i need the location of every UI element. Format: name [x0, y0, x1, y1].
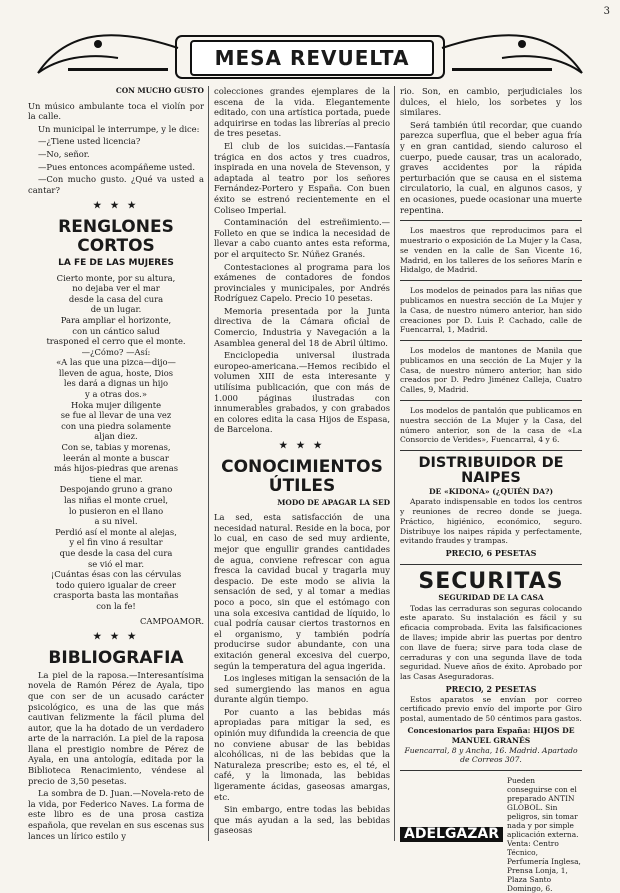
- divider: [400, 280, 582, 281]
- anecdote-opening: Un músico ambulante toca el violín por la calle.: [28, 100, 204, 122]
- column-2: [214, 86, 390, 838]
- biblio-entry: Contestaciones al programa para los exámenes de contadores de fondos provinciales y municipales, por Andrés Rodríguez Capelo. Precio 10 pesetas.: [214, 261, 390, 304]
- poem-line: con la fe!: [96, 600, 136, 611]
- poem-line: —¿Cómo? —Así:: [81, 346, 151, 357]
- poem-line: Hoka mujer diligente: [70, 399, 162, 410]
- biblio-entry: Contaminación del estreñimiento.—Folleto en que se indica la necesidad de llevar a cabo cuanto antes esta reforma, por el arquitecto Sr. Núñez Granés.: [214, 217, 390, 259]
- subheading-sed: MODO DE APAGAR LA SED: [277, 497, 390, 507]
- divider: [400, 220, 582, 221]
- article-paragraph: La sed, esta satisfacción de una necesidad natural. Reside en la boca, por lo cual, en caso de sed muy ardiente, mejor que engullir grandes cantidades de agua, conviene refrescar con agua fresca la cavidad bucal y tragarla muy despacio. De este modo se alivia la sensación de sed, y al tomar a medias poco a poco, sin que el estómago con una sola excesiva cantidad de líquido, lo cual podría causar ciertos trastornos en el organismo, y también podría producirse sudor abundante, con una exitación general excesiva del cuerpo, según la temperatura del agua ingerida.: [214, 512, 390, 671]
- column-1: [28, 86, 204, 843]
- biblio-entry: La piel de la raposa.—Interesantísima novela de Ramón Pérez de Ayala, tipo que con ser de un acusado carácter psicológico, es una de las que más cautivan felizmente la fácil pluma del autor, que la ha dotado de un verdadero arte de la narración. La piel de la raposa llana el prestigio nombre de Pérez de Ayala, en una antología, editada por la Biblioteca Renacimiento, véndese al precio de 3,50 pesetas.: [28, 669, 204, 786]
- poem-line: «A las que una pizca—dijo—: [56, 357, 176, 368]
- notice: Los maestros que reproducimos para el muestrario o exposición de La Mujer y la Casa, se venden en la calle de San Vicente 16, Madrid, en los talleres de los señores Marín e Hidalgo, de Madrid.: [400, 226, 582, 275]
- notice: Los modelos de mantones de Manila que publicamos en una sección de La Mujer y la Casa, de nuestro número anterior, han sido creados por D. Pedro Jiménez Calleja, Cuatro Calles, 9, Madrid.: [400, 346, 582, 395]
- ad-naipes-subtitle: DE «KIDONA» (¿QUIÉN DA?): [428, 486, 554, 496]
- article-paragraph: Los ingleses mitigan la sensación de la sed sumergiendo las manos en agua durante algún tiempo.: [214, 673, 390, 705]
- biblio-continuation: colecciones grandes ejemplares de la escena de la vida. Elegantemente editado, con una artística portada, puede adquirirse en todas las librerías al precio de tres pesetas.: [214, 86, 390, 139]
- poem-line: Para ampliar el horizonte,: [60, 314, 172, 325]
- notice: Los modelos de peinados para las niñas que publicamos en nuestra sección de La Mujer y la Casa, de nuestro número anterior, han sido creaciones por D. Luis P. Cachado, calle de Fuencarral, 1, Madrid.: [400, 286, 582, 335]
- poem-line: trasponed el cerro que el monte.: [46, 336, 186, 347]
- ad-securitas-text: Todas las cerraduras son seguras colocando este aparato. Su instalación es fácil y su eficacia comprobada. Evita las falsificaciones de llaves; impide abrir las puertas por dentro con llave de fuera; sirve para toda clase de cerraduras y con una segunda llave de toda seguridad. Nueve años de éxito. Aprobado por las Casas Aseguradoras.: [400, 603, 582, 682]
- poem-line: lo pusieron en el llano: [68, 505, 164, 516]
- poem-line: más hijos-piedras que arenas: [53, 463, 179, 474]
- poem-line: les dará a dignas un hijo: [63, 378, 169, 389]
- divider: [400, 564, 582, 565]
- ad-naipes-price: PRECIO, 6 PESETAS: [445, 548, 537, 559]
- column-divider: [208, 86, 209, 841]
- article-paragraph: Sin embargo, entre todas las bebidas que más ayudan a la sed, las bebidas gaseosas: [214, 804, 390, 836]
- article-continuation: rio. Son, en cambio, perjudiciales los dulces, el hielo, los sorbetes y los similares.: [400, 86, 582, 118]
- ad-adelgazar: [400, 776, 582, 893]
- article-paragraph: Será también útil recordar, que cuando parezca superflua, que el beber agua fría y en gran cantidad, siendo caluroso el cuerpo, puede causar, tras un acalorado, graves accidentes por la rápida perturbación que se causa en el sistema circulatorio, la cual, en algunos casos, y en ocasiones, puede ocasionar una muerte repentina.: [400, 119, 582, 215]
- ad-naipes-text: Aparato indispensable en todos los centros y reuniones de recreo donde se juega. Práctico, higiénico, económico, seguro. Distribuye los naipes rápida y perfectamente, evitando fraudes y trampas.: [400, 497, 582, 546]
- poem-line: y el fin vino á resultar: [69, 537, 163, 548]
- ad-securitas-note: Estos aparatos se envían por correo certificado previo envío del importe por Giro postal, aumentado de 50 céntimos para gastos.: [400, 694, 582, 724]
- poem-line: Con se, tabias y morenas,: [61, 442, 171, 453]
- heading-conocimientos: CONOCIMIENTOS ÚTILES: [221, 456, 383, 496]
- ad-securitas-price: PRECIO, 2 PESETAS: [445, 683, 537, 694]
- section-title: MESA REVUELTA: [190, 40, 434, 76]
- divider: [400, 770, 582, 771]
- biblio-entry: Enciclopedia universal ilustrada europeo-americana.—Hemos recibido el volumen XIII de esta interesante y utilísima publicación, que con más de 1.000 páginas ilustradas con innumerables grabados, y con grabados en colores edita la casa Hijos de Espasa, de Barcelona.: [214, 350, 390, 435]
- poem-line: Cierto monte, por su altura,: [56, 272, 176, 283]
- anecdote-line: Un municipal le interrumpe, y le dice:: [38, 123, 200, 134]
- poem-line: que desde la casa del cura: [59, 547, 173, 558]
- biblio-entry: Memoria presentada por la Junta directiva de la Cámara oficial de Comercio, Industria y Navegación a la Asamblea general del 18 de Abril último.: [214, 305, 390, 348]
- ad-adelgazar-title: ADELGAZAR: [400, 827, 503, 842]
- poem-line: se fue al llevar de una vez: [60, 410, 172, 421]
- anecdote-tag: CON MUCHO GUSTO: [115, 86, 204, 95]
- heading-bibliografia: BIBLIOGRAFIA: [48, 647, 184, 668]
- poem-title: LA FE DE LAS MUJERES: [58, 257, 174, 268]
- poem-line: ¡Cuántas ésas con las cérvulas: [50, 569, 182, 580]
- notice: Los modelos de pantalón que publicamos en nuestra sección de La Mujer y la Casa, del número anterior, son de la casa de «La Consorcio de Verides», Fuencarral, 4 y 6.: [400, 406, 582, 445]
- ad-adelgazar-text: Pueden conseguirse con el preparado ANTIN GLOBOL. Sin peligros, sin tomar nada y por simple aplicación externa. Venta: Centro Técnico, Perfumería Inglesa, Prensa Lonja, 1, Plaza Santo Domingo, 6.: [507, 776, 581, 893]
- separator-stars: ★ ★ ★: [279, 441, 325, 451]
- divider: [400, 400, 582, 401]
- poem: [28, 273, 204, 612]
- poem-line: se vió el mar.: [87, 558, 144, 569]
- column-3: [400, 86, 582, 893]
- poem-line: y a otras dos.»: [85, 389, 147, 400]
- ad-securitas-subtitle: SEGURIDAD DE LA CASA: [438, 592, 544, 602]
- separator-stars: ★ ★ ★: [93, 632, 139, 643]
- poem-line: a su nivel.: [94, 516, 138, 527]
- article-paragraph: Por cuanto a las bebidas más apropiadas para mitigar la sed, es opinión muy difundida la creencia de que no conviene abusar de las bebidas alcohólicas, ni de las bebidas que la Naturaleza prescribe; esto es, el té, el café, y la limonada, las bebidas ligeramente ácidas, gaseosas amargas, etc.: [214, 706, 391, 802]
- anecdote-line: —No, señor.: [38, 148, 90, 159]
- ad-securitas-concessionaire: Concesionarios para España: HIJOS DE MANUEL GRANÉS: [407, 725, 575, 745]
- poem-line: aljan diez.: [94, 431, 138, 442]
- poem-line: lleven de agua, hoste, Dios: [58, 367, 174, 378]
- poem-line: Perdió así el monte al alejas,: [55, 526, 177, 537]
- poem-line: leerán al monte a buscar: [63, 452, 169, 463]
- heading-renglones: RENGLONES CORTOS: [58, 216, 174, 256]
- poem-line: crasporta basta las montañas: [53, 590, 179, 601]
- poem-line: todo quiero igualar de creer: [56, 579, 176, 590]
- ad-securitas-address: Fuencarral, 8 y Ancha, 16. Madrid. Apartado de Correos 307.: [404, 745, 578, 765]
- anecdote-line: —Pues entonces acompáñeme usted.: [38, 161, 196, 172]
- biblio-entry: La sombra de D. Juan.—Novela-reto de la vida, por Federico Naves. La forma de este libro es de una prosa castiza española, que revelan en sus escenas sus lances un lírico estilo y: [28, 788, 204, 841]
- divider: [400, 450, 582, 451]
- poem-line: tiene el mar.: [89, 473, 143, 484]
- page-number: 3: [603, 6, 610, 17]
- poem-signature: CAMPOAMOR.: [140, 615, 204, 626]
- poem-line: las niñas el monte cruel,: [63, 495, 169, 505]
- biblio-entry: El club de los suicidas.—Fantasía trágica en dos actos y tres cuadros, inspirada en una novela de Stevenson, y adaptada al teatro por los señores Fernández-Portero y España. Con buen éxito se estrenó recientemente en el Coliseo Imperial.: [214, 140, 390, 215]
- poem-line: con una piedra solamente: [61, 420, 171, 431]
- ad-securitas-title: SECURITAS: [418, 568, 564, 594]
- column-divider: [394, 86, 395, 841]
- anecdote-line: —¿Tiene usted licencia?: [38, 136, 141, 147]
- anecdote-line: —Con mucho gusto. ¿Qué va usted a cantar?: [28, 174, 204, 195]
- separator-stars: ★ ★ ★: [93, 201, 139, 212]
- ad-naipes-title: DISTRIBUIDOR DE NAIPES: [418, 455, 564, 487]
- poem-line: Despojando gruno a grano: [59, 484, 173, 495]
- poem-line: de un lugar.: [90, 304, 142, 315]
- poem-line: no dejaba ver el mar: [72, 283, 160, 294]
- poem-line: con un cántico salud: [72, 325, 160, 336]
- poem-line: desde la casa del cura: [68, 293, 164, 304]
- divider: [400, 340, 582, 341]
